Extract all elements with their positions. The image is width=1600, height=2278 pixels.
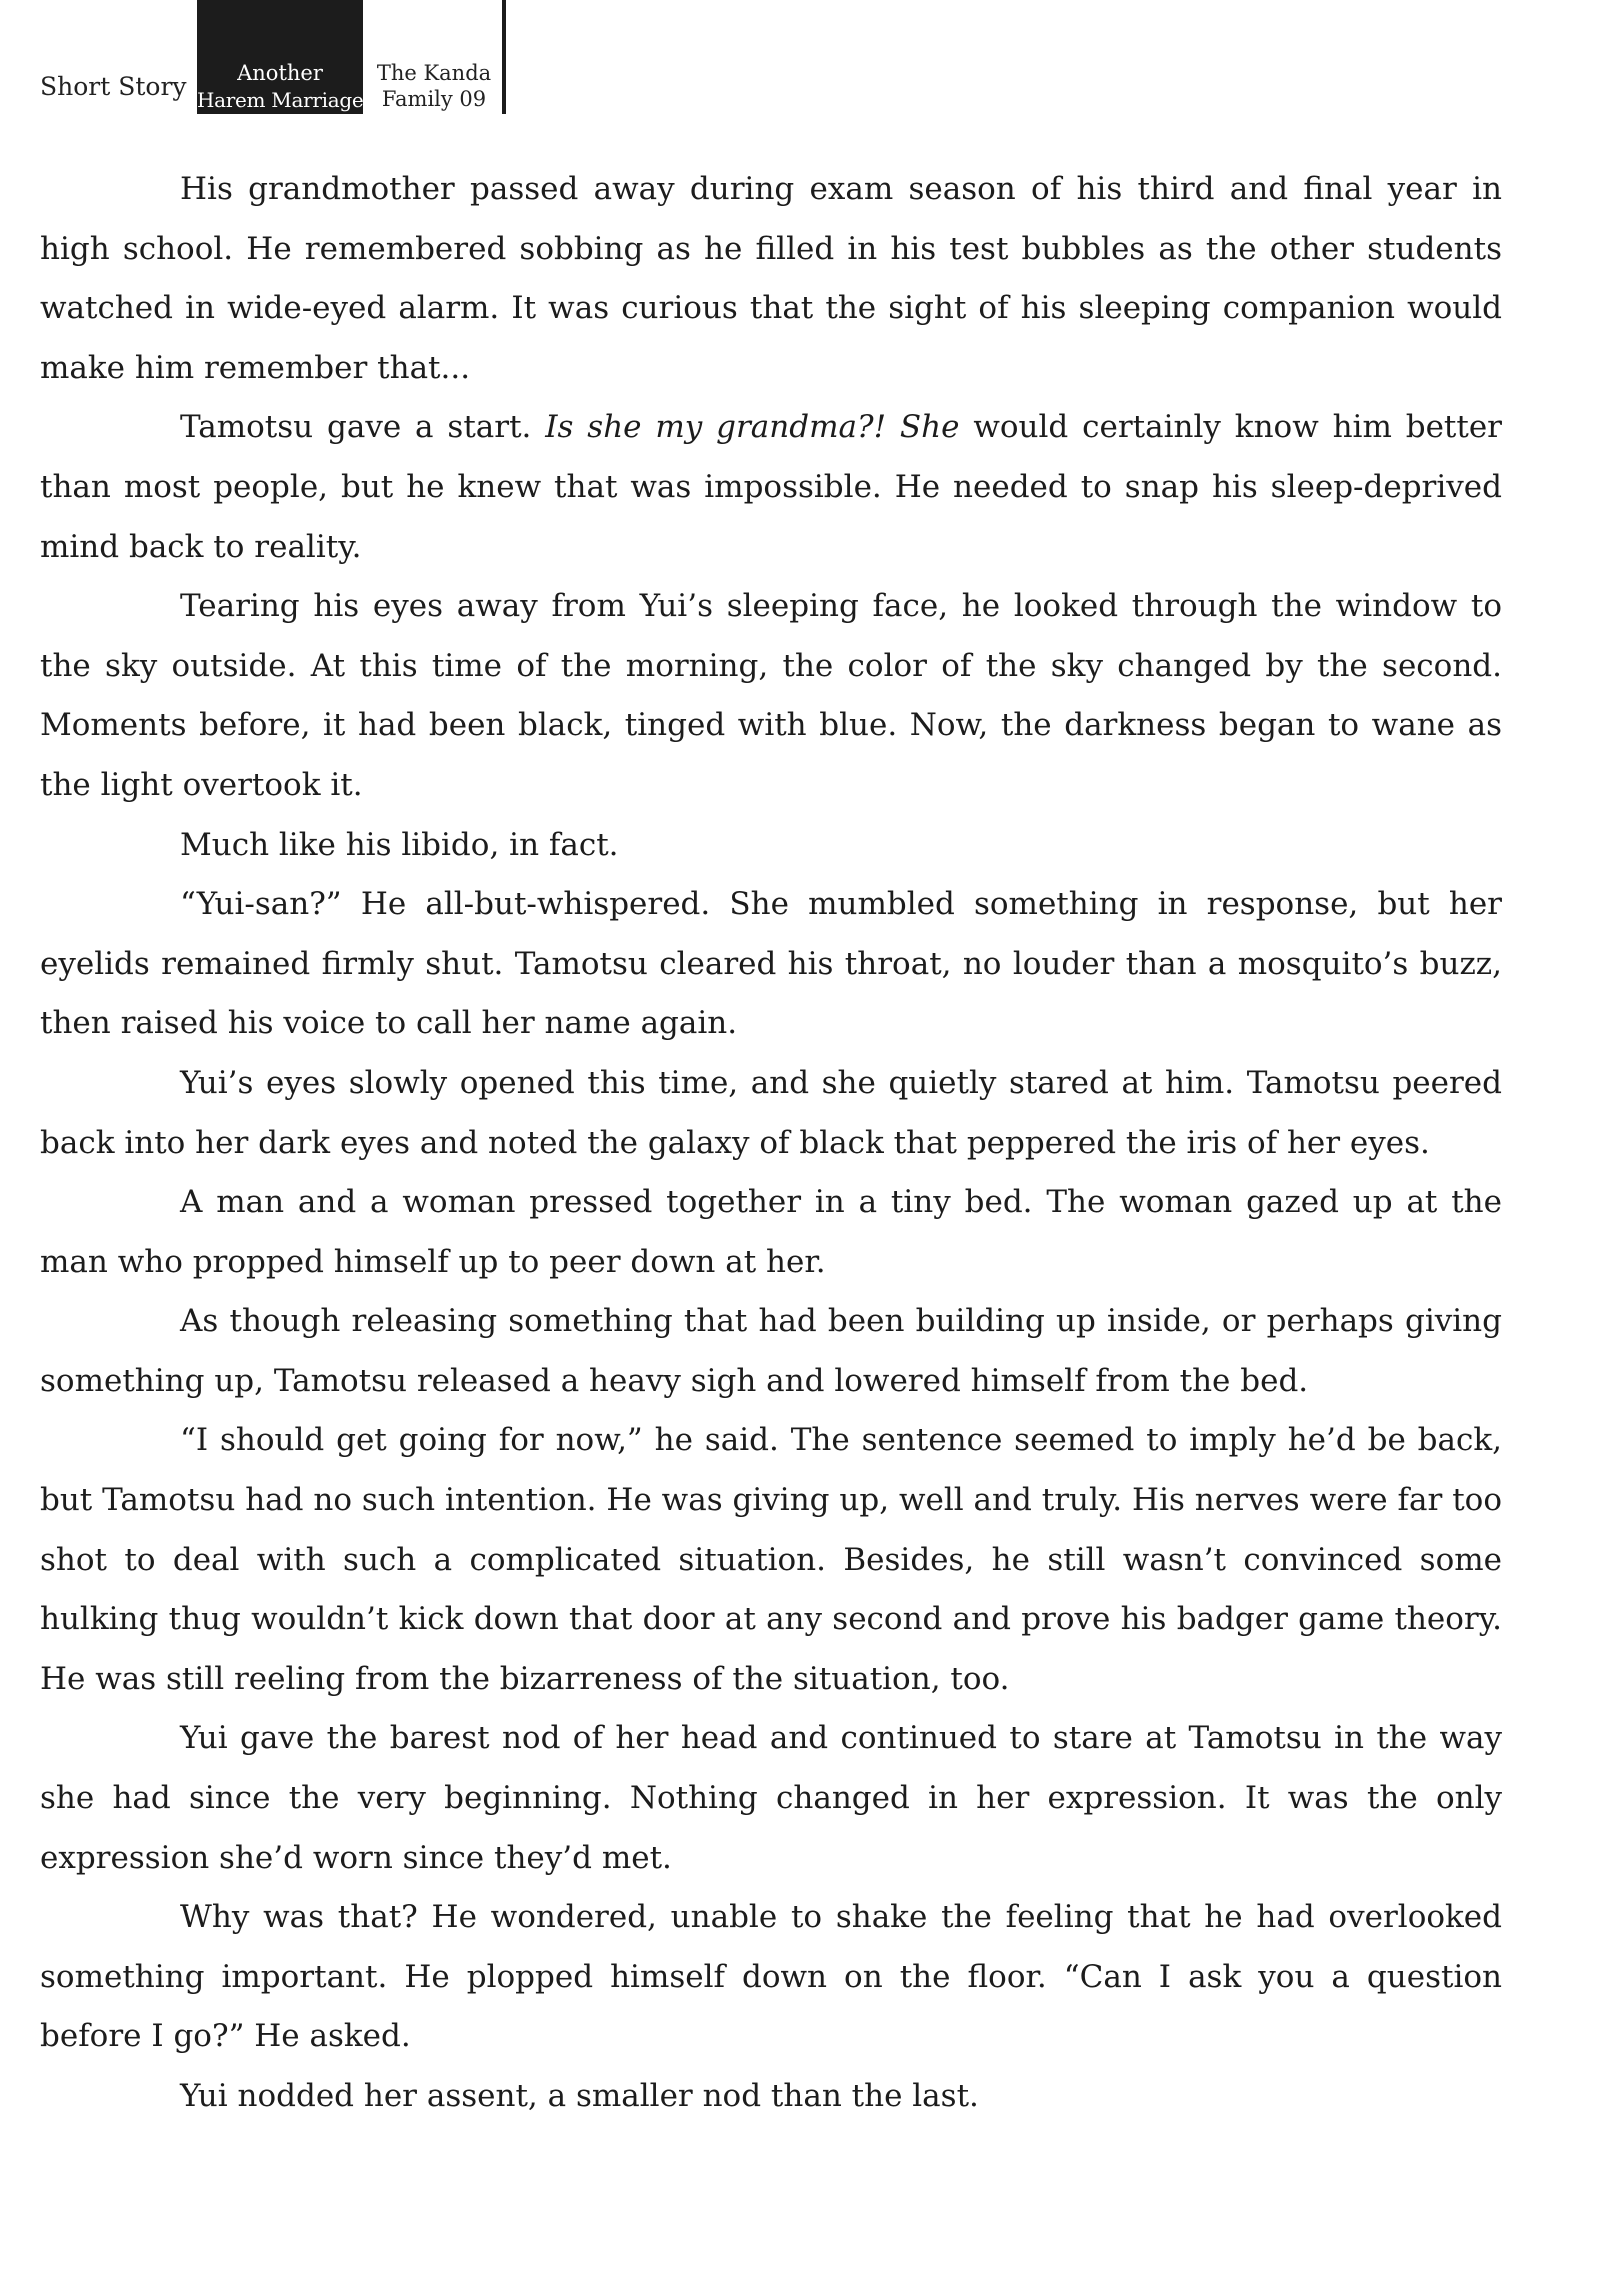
paragraph: Yui’s eyes slowly opened this time, and she quietly stared at him. Tamotsu peered back into her dark eyes and noted the galaxy of black that peppered the iris of her eyes.: [40, 1064, 1502, 1161]
paragraph: Yui nodded her assent, a smaller nod than the last.: [180, 2078, 979, 2114]
page-header: [0, 0, 1600, 120]
header-series-line2: Harem Marriage: [197, 88, 364, 112]
paragraph: “I should get going for now,” he said. The sentence seemed to imply he’d be back, but Tamotsu had no such intention. He was giving up, well and truly. His nerves were far too shot to deal with such a complicated situation. Besides, he still wasn’t convinced some hulking thug wouldn’t kick down that door at any second and prove his badger game theory. He was still reeling from the bizarreness of the situation, too.: [40, 1422, 1502, 1697]
header-chapter-line1: The Kanda: [376, 61, 492, 85]
paragraph: Yui gave the barest nod of her head and continued to stare at Tamotsu in the way she had since the very beginning. Nothing changed in her expression. It was the only expression she’d worn since they’d met.: [40, 1720, 1502, 1876]
paragraph: Tearing his eyes away from Yui’s sleeping face, he looked through the window to the sky outside. At this time of the morning, the color of the sky changed by the second. Moments before, it had been black, tinged with blue. Now, the darkness began to wane as the light overtook it.: [40, 588, 1502, 803]
paragraph-italic-segment: Is she my grandma?! She: [545, 409, 960, 446]
paragraph-segment: would certainly know him better than most people, but he knew that was impossible. He needed to snap his sleep-deprived mind back to reality.: [40, 409, 1503, 565]
paragraph: As though releasing something that had been building up inside, or perhaps giving something up, Tamotsu released a heavy sigh and lowered himself from the bed.: [40, 1303, 1502, 1399]
paragraph: Much like his libido, in fact.: [180, 826, 619, 863]
header-series-line1: Another: [237, 61, 323, 85]
header-chapter-line2: Family 09: [381, 87, 487, 111]
paragraph: “Yui-san?” He all-but-whispered. She mumbled something in response, but her eyelids remained firmly shut. Tamotsu cleared his throat, no louder than a mosquito’s buzz, then raised his voice to call her name again.: [40, 886, 1502, 1042]
paragraph: His grandmother passed away during exam season of his third and final year in high school. He remembered sobbing as he filled in his test bubbles as the other students watched in wide-eyed alarm. It was curious that the sight of his sleeping companion would make him remember that...: [40, 171, 1502, 386]
paragraph: [40, 398, 1502, 577]
header-category: Short Story: [40, 72, 187, 101]
header-divider: [502, 0, 506, 114]
header-series-block: [197, 0, 363, 114]
header-chapter: [376, 60, 492, 112]
paragraph: A man and a woman pressed together in a tiny bed. The woman gazed up at the man who propped himself up to peer down at her.: [40, 1184, 1502, 1280]
paragraph-segment: Tamotsu gave a start.: [180, 409, 546, 446]
story-body: [40, 160, 1502, 2127]
paragraph: Why was that? He wondered, unable to shake the feeling that he had overlooked something important. He plopped himself down on the floor. “Can I ask you a question before I go?” He asked.: [40, 1899, 1502, 2055]
